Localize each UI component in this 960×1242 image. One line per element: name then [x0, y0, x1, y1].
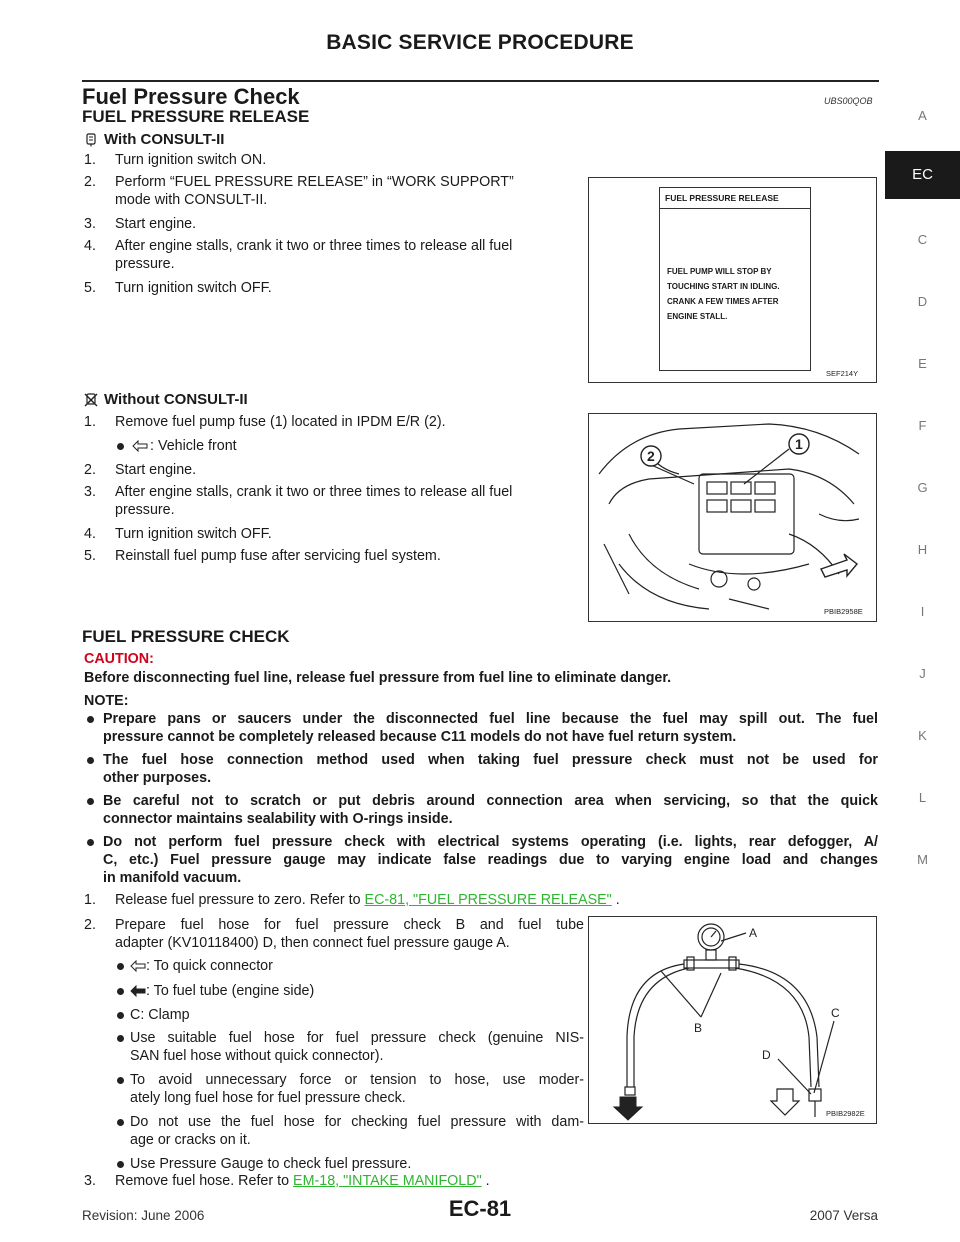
release-heading: FUEL PRESSURE RELEASE: [82, 107, 310, 126]
caution-label: CAUTION:: [84, 651, 154, 667]
list-item: 5. Turn ignition switch OFF.: [84, 280, 272, 296]
list-item: C: Clamp: [84, 1006, 584, 1029]
side-index-l[interactable]: L: [918, 790, 927, 805]
side-index-ec-active[interactable]: EC: [885, 151, 960, 199]
footer-revision: Revision: June 2006: [82, 1208, 205, 1223]
side-index-m[interactable]: M: [917, 852, 928, 867]
with-consult-steps: [84, 151, 584, 301]
list-item: 4. After engine stalls, crank it two or three times to release all fuel pressure.: [84, 238, 513, 272]
page-header-title: BASIC SERVICE PROCEDURE: [326, 31, 634, 54]
list-item: Do not use the fuel hose for checking fuel pressure with dam- age or cracks on it.: [84, 1113, 584, 1153]
check-step-3: 3. Remove fuel hose. Refer to EM-18, "INTAKE MANIFOLD" .: [84, 1173, 490, 1189]
list-item: 5. Reinstall fuel pump fuse after servicing fuel system.: [84, 548, 441, 564]
step2-bullets: [84, 957, 584, 1177]
arrow-down-outline-icon: [771, 1089, 799, 1115]
list-item: 1. Turn ignition switch ON.: [84, 152, 267, 168]
consult-screen-frame: [659, 187, 811, 371]
section-title: Fuel Pressure Check: [82, 84, 300, 109]
side-index-i[interactable]: I: [920, 604, 925, 619]
link-intake-manifold[interactable]: EM-18, "INTAKE MANIFOLD": [293, 1173, 482, 1189]
figure1-caption: SEF214Y: [826, 369, 859, 378]
consult-tool-icon: [84, 133, 98, 147]
footer-page-number: EC-81: [448, 1196, 512, 1221]
consult-screen-title: FUEL PRESSURE RELEASE: [660, 188, 810, 209]
side-index-d[interactable]: D: [917, 294, 928, 309]
bullet-dot: [117, 443, 124, 450]
label-b: B: [694, 1021, 703, 1035]
side-index-a[interactable]: A: [918, 108, 927, 123]
label-2: 2: [647, 448, 655, 464]
side-index-g[interactable]: G: [917, 480, 928, 495]
list-item: To avoid unnecessary force or tension to hose, use moder- ately long fuel hose for fuel pressure check.: [84, 1071, 584, 1111]
label-d: D: [762, 1048, 771, 1062]
list-item: 3. Start engine.: [84, 216, 197, 232]
label-1: 1: [795, 436, 803, 452]
header-rule: [82, 80, 879, 82]
arrow-left-outline-icon: [132, 440, 148, 452]
arrow-down-solid-icon: [614, 1097, 642, 1120]
check-step-2: 2. Prepare fuel hose for fuel pressure check B and fuel tube adapter (KV10118400) D, then connect fuel pressure gauge A.: [84, 917, 584, 951]
caution-text: Before disconnecting fuel line, release fuel pressure from fuel line to eliminate danger.: [84, 670, 672, 686]
notes-list: [84, 710, 878, 892]
side-index-c[interactable]: C: [917, 232, 928, 247]
figure3-caption: PBIB2982E: [826, 1109, 865, 1118]
arrow-left-outline-icon: [130, 960, 146, 972]
arrow-left-solid-icon: [130, 985, 146, 997]
check-step-1: 1. Release fuel pressure to zero. Refer to EC-81, "FUEL PRESSURE RELEASE" .: [84, 892, 620, 908]
label-c: C: [831, 1006, 840, 1020]
check-heading: FUEL PRESSURE CHECK: [82, 627, 290, 646]
side-index-h[interactable]: H: [917, 542, 928, 557]
list-item: : To quick connector: [84, 957, 584, 982]
side-index-f[interactable]: F: [918, 418, 927, 433]
list-item: 3. After engine stalls, crank it two or three times to release all fuel pressure.: [84, 484, 513, 518]
section-code: UBS00QOB: [824, 96, 873, 106]
no-consult-icon: [84, 393, 98, 407]
with-consult-heading: With CONSULT-II: [104, 131, 225, 148]
without-consult-heading: Without CONSULT-II: [104, 391, 248, 408]
list-item: : Vehicle front: [84, 437, 584, 459]
side-index-j[interactable]: J: [919, 666, 926, 681]
figure-fuel-pressure-gauge: [588, 916, 877, 1124]
note-label: NOTE:: [84, 693, 129, 709]
list-item: 1. Remove fuel pump fuse (1) located in IPDM E/R (2).: [84, 414, 446, 430]
figure-ipdm-location: [588, 413, 877, 622]
figure2-caption: PBIB2958E: [824, 607, 863, 616]
list-item: The fuel hose connection method used when taking fuel pressure check must not be used for other purposes.: [84, 751, 878, 787]
list-item: Be careful not to scratch or put debris around connection area when servicing, so that the quick connector maintains sealability with O-rings inside.: [84, 792, 878, 828]
without-consult-steps: [84, 413, 584, 569]
list-item: Use Pressure Gauge to check fuel pressure.: [84, 1155, 584, 1177]
side-index-e[interactable]: E: [918, 356, 927, 371]
list-item: 2. Start engine.: [84, 462, 197, 478]
consult-screen-message: FUEL PUMP WILL STOP BY TOUCHING START IN IDLING. CRANK A FEW TIMES AFTER ENGINE STALL.: [667, 267, 780, 321]
list-item: 4. Turn ignition switch OFF.: [84, 526, 272, 542]
engine-bay-illustration: [589, 414, 876, 621]
side-index-k[interactable]: K: [918, 728, 927, 743]
link-fuel-pressure-release[interactable]: EC-81, "FUEL PRESSURE RELEASE": [364, 892, 612, 908]
figure-consult-screen: [588, 177, 877, 383]
footer-model: 2007 Versa: [809, 1208, 878, 1223]
fuel-gauge-illustration: [589, 917, 876, 1123]
list-item: Use suitable fuel hose for fuel pressure check (genuine NIS- SAN fuel hose without quick connector).: [84, 1029, 584, 1069]
list-item: Do not perform fuel pressure check with electrical systems operating (i.e. lights, rear defogger, A/ C, etc.) Fuel pressure gauge may indicate false readings due to varying engine load and changes in manifold vacuum.: [84, 833, 878, 887]
label-a: A: [749, 926, 758, 940]
list-item: 2. Perform “FUEL PRESSURE RELEASE” in “WORK SUPPORT” mode with CONSULT-II.: [84, 174, 514, 208]
list-item: : To fuel tube (engine side): [84, 982, 584, 1006]
list-item: Prepare pans or saucers under the disconnected fuel line because the fuel may spill out. The fuel pressure cannot be completely released because C11 models do not have fuel return system.: [84, 710, 878, 746]
